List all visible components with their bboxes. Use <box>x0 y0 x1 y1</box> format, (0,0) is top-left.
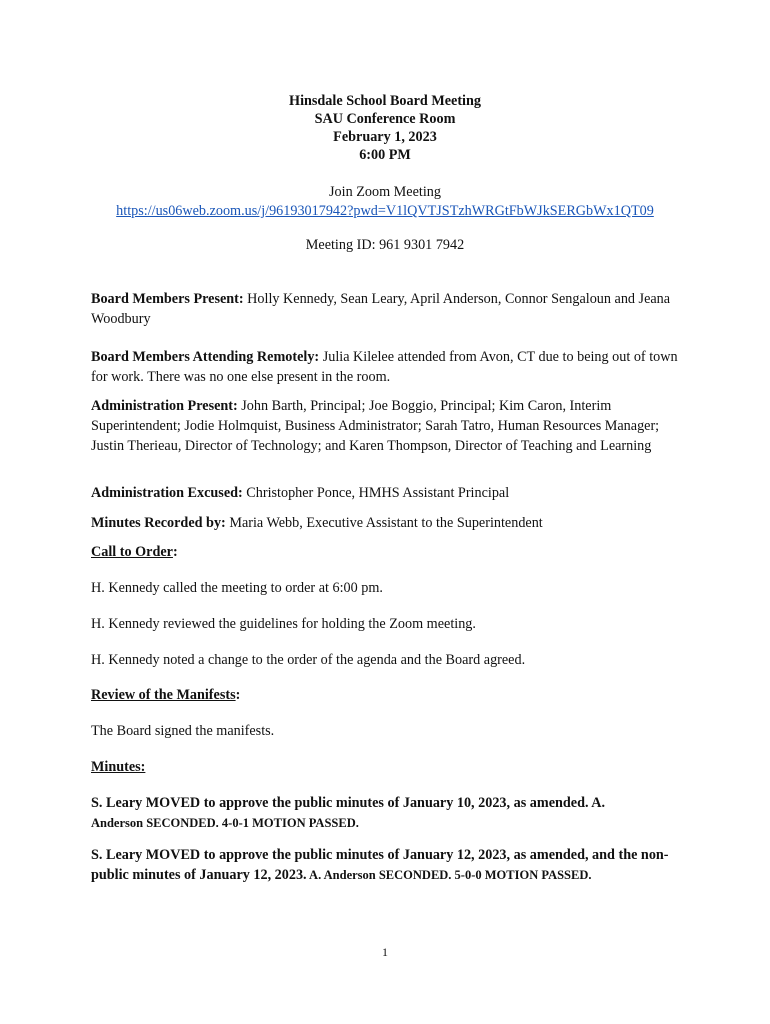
motion-1 <box>91 793 691 833</box>
minutes-recorder-text: Maria Webb, Executive Assistant to the Superintendent <box>225 515 543 531</box>
motion-2-main: S. Leary MOVED to approve the public minutes of January 12, 2023, as amended, and the non-public minutes of January 12, 2023. <box>91 847 669 883</box>
call-to-order-item: H. Kennedy noted a change to the order of the agenda and the Board agreed. <box>91 652 526 668</box>
admin-present-text: John Barth, Principal; Joe Boggio, Principal; Kim Caron, Interim Superintendent; Jodie Holmquist, Business Administrator; Sarah Tatro, Human Resources Manager; Justin Therieau, Director of Technology; and Karen Thompson, Director of Teaching and Learning <box>91 398 660 454</box>
zoom-join-label: Join Zoom Meeting <box>329 184 441 200</box>
meeting-title: Hinsdale School Board Meeting <box>289 93 481 109</box>
board-remote <box>91 347 691 387</box>
call-to-order-heading: Call to Order: <box>91 544 178 560</box>
zoom-info <box>0 183 770 221</box>
admin-present-label: Administration Present: <box>91 398 238 414</box>
meeting-location: SAU Conference Room <box>314 111 456 127</box>
manifests-text: The Board signed the manifests. <box>91 723 275 739</box>
board-remote-text: Julia Kilelee attended from Avon, CT due to being out of town for work. There was no one else present in the room. <box>91 349 678 385</box>
board-present-label: Board Members Present: <box>91 291 244 307</box>
admin-present <box>91 396 691 456</box>
minutes-recorder <box>91 513 691 533</box>
meeting-time: 6:00 PM <box>359 147 411 163</box>
admin-excused-label: Administration Excused: <box>91 485 243 501</box>
meeting-header <box>0 92 770 164</box>
call-to-order-item: H. Kennedy reviewed the guidelines for holding the Zoom meeting. <box>91 616 476 632</box>
motion-1-main: S. Leary MOVED to approve the public minutes of January 10, 2023, as amended. A. <box>91 795 606 811</box>
minutes-recorder-label: Minutes Recorded by: <box>91 515 226 531</box>
manifests-heading: Review of the Manifests: <box>91 687 241 703</box>
meeting-date: February 1, 2023 <box>333 129 437 145</box>
meeting-id: Meeting ID: 961 9301 7942 <box>305 237 465 253</box>
board-present <box>91 289 691 329</box>
call-to-order-title: Call to Order <box>91 544 173 560</box>
call-to-order-item: H. Kennedy called the meeting to order at 6:00 pm. <box>91 580 383 596</box>
board-remote-label: Board Members Attending Remotely: <box>91 349 320 365</box>
zoom-link[interactable]: https://us06web.zoom.us/j/96193017942?pwd=V1lQVTJSTzhWRGtFbWJkSERGbWx1QT09 <box>116 203 654 219</box>
motion-2-tail: A. Anderson SECONDED. 5-0-0 MOTION PASSED. <box>306 868 592 882</box>
motion-2 <box>91 845 691 885</box>
manifests-title: Review of the Manifests <box>91 687 236 703</box>
board-present-text: Holly Kennedy, Sean Leary, April Anderson, Connor Sengaloun and Jeana Woodbury <box>91 291 671 327</box>
admin-excused <box>91 483 691 503</box>
motion-1-tail: Anderson SECONDED. 4-0-1 MOTION PASSED. <box>91 816 359 830</box>
admin-excused-text: Christopher Ponce, HMHS Assistant Principal <box>242 485 510 501</box>
page-number: 1 <box>382 945 388 959</box>
minutes-heading: Minutes: <box>91 759 146 775</box>
